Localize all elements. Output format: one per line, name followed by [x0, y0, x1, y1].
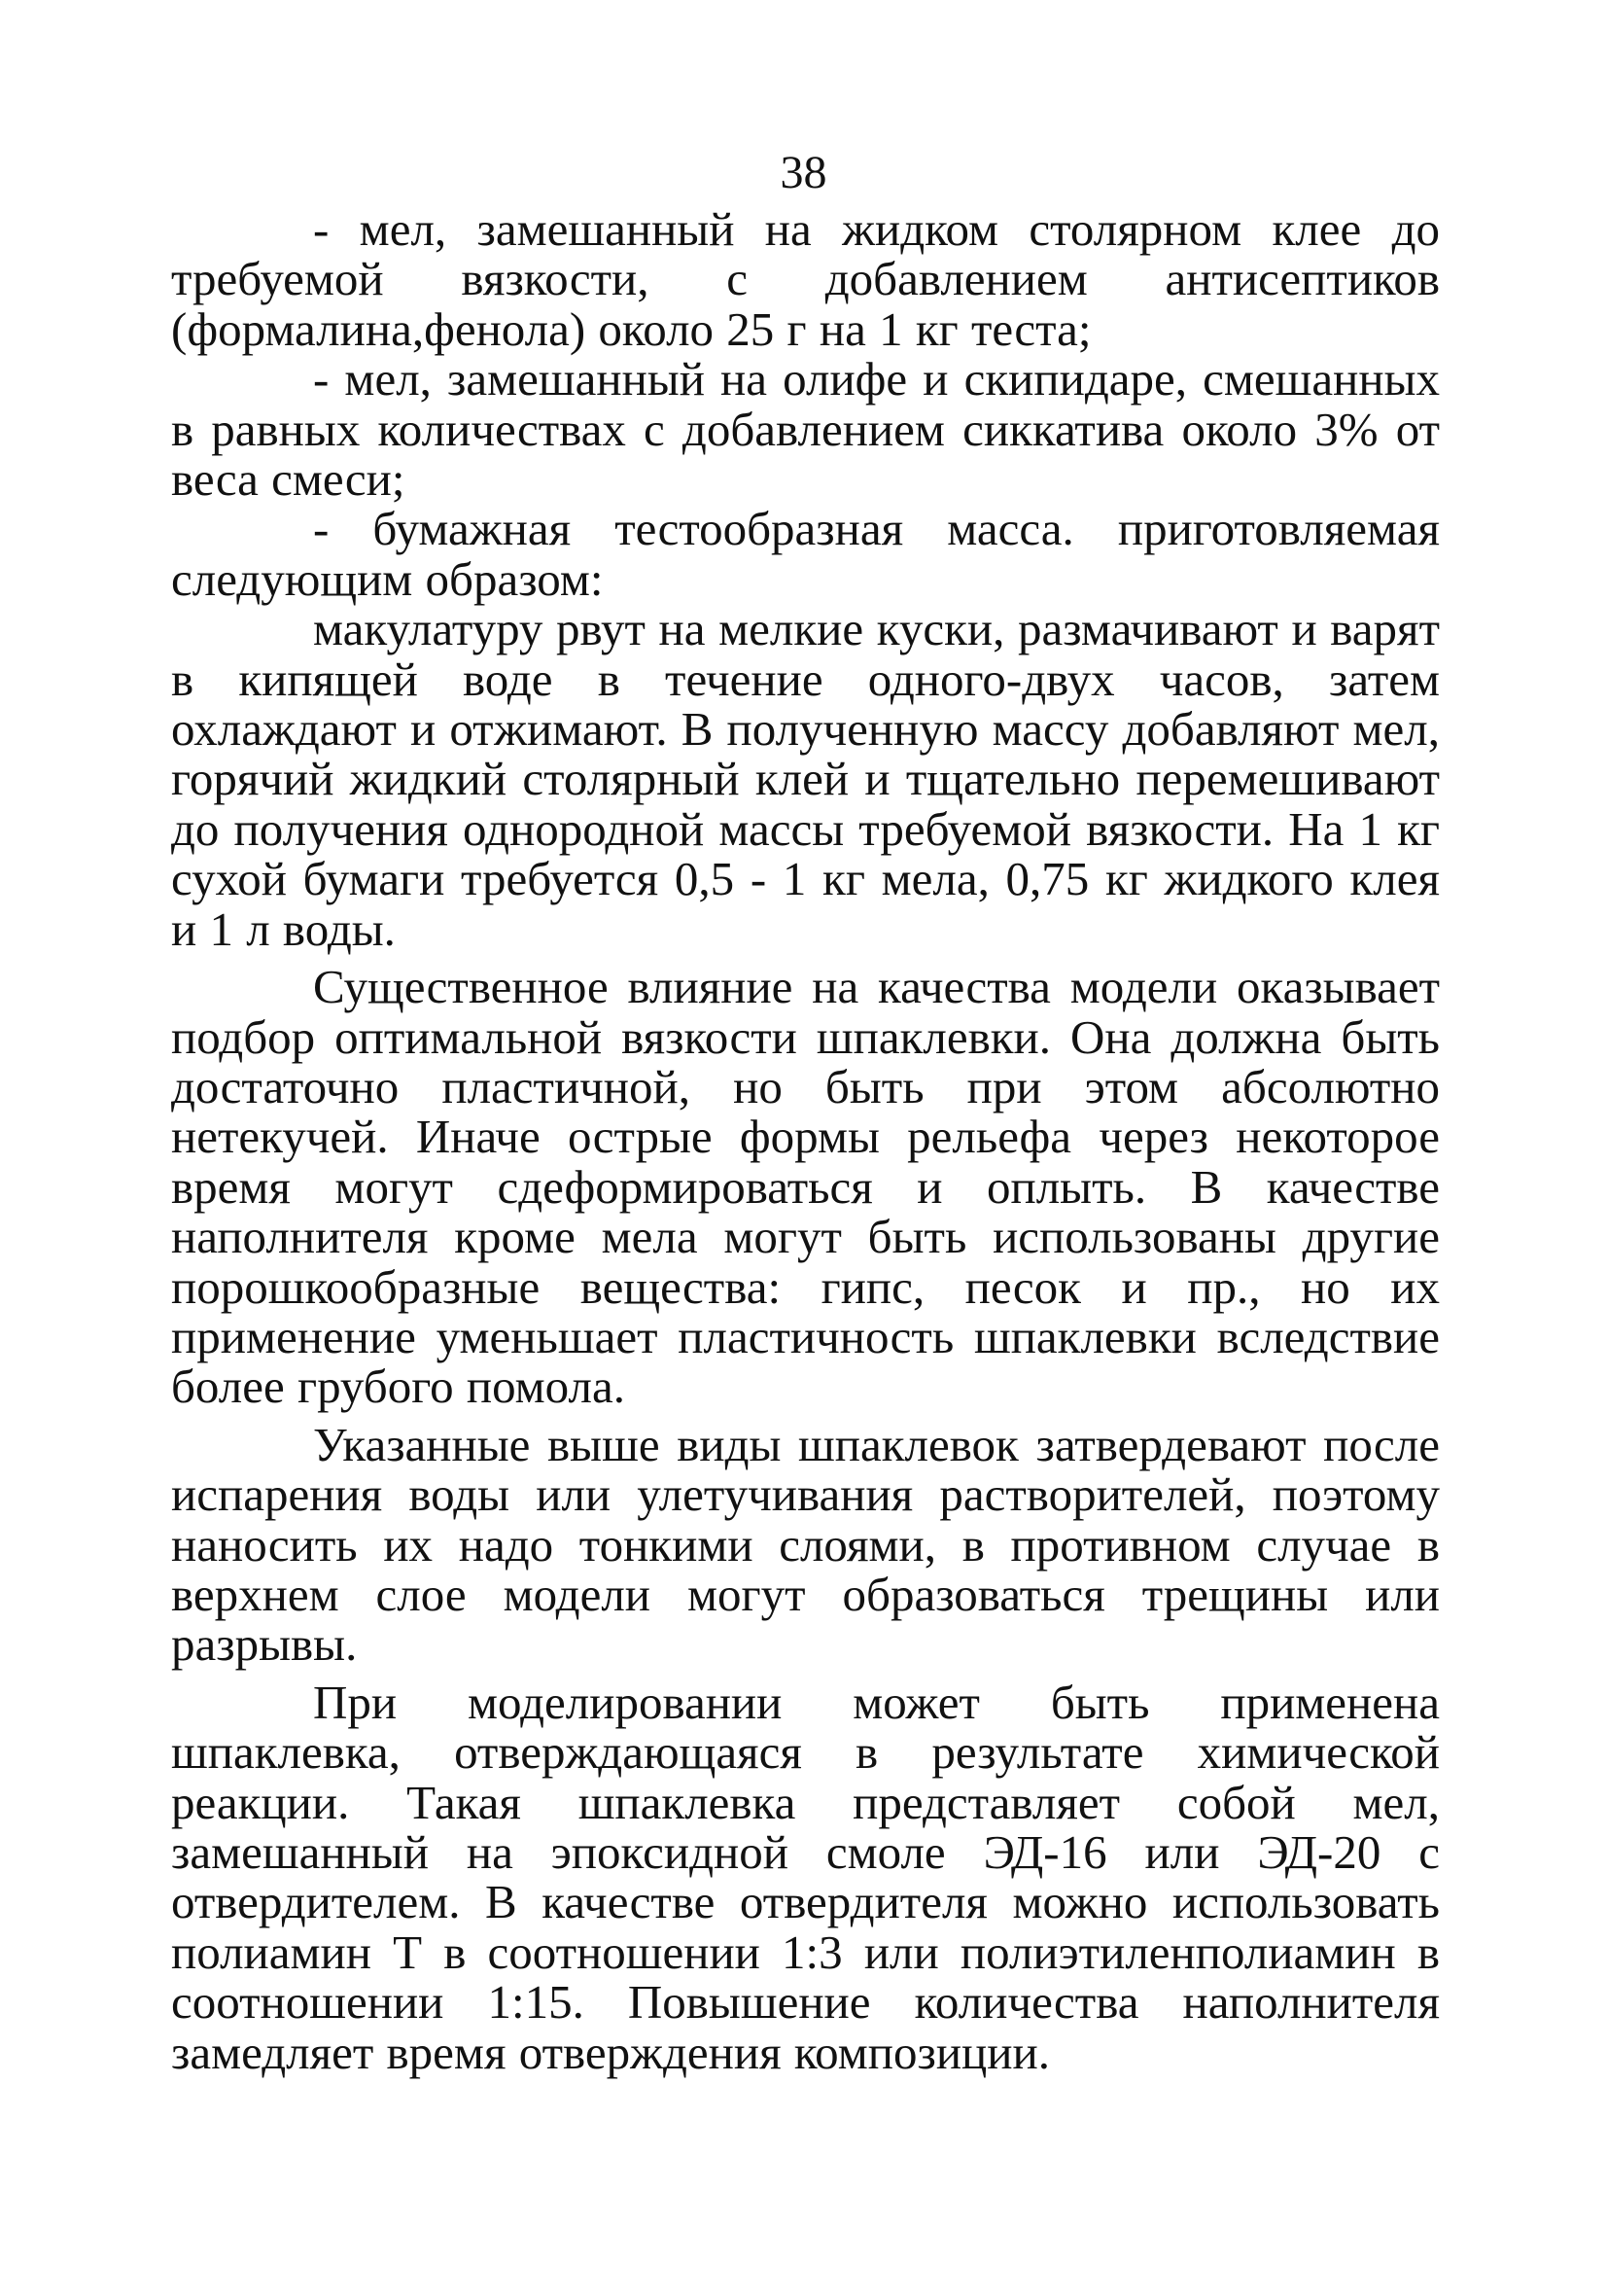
paragraph-hardening: Указанные выше виды шпаклевок затвердевают после испарения воды или улетучивания растворителей, поэтому наносить их надо тонкими слоями, в противном случае в верхнем слое модели могут образоваться трещины или разрывы.	[171, 1417, 1440, 1672]
page-number: 38	[780, 147, 827, 198]
paragraph-epoxy: При моделировании может быть применена шпаклевка, отверждающаяся в результате химической реакции. Такая шпаклевка представляет собой мел, замешанный на эпоксидной смоле ЭД-16 или ЭД-20 с отвердителем. В качестве отвердителя можно использовать полиамин Т в соотношении 1:3 или полиэтиленполиамин в соотношении 1:15. Повышение количества наполнителя замедляет время отверждения композиции.	[171, 1675, 1440, 2079]
list-item-paper-mass: - бумажная тестообразная масса. приготовляемая следующим образом:	[171, 502, 1440, 606]
paper-mass-recipe: макулатуру рвут на мелкие куски, размачивают и варят в кипящей воде в течение одного-двух часов, затем охлаждают и отжимают. В полученную массу добавляют мел, горячий жидкий столярный клей и тщательно перемешивают до получения однородной массы требуемой вязкости. На 1 кг сухой бумаги требуется 0,5 - 1 кг мела, 0,75 кг жидкого клея и 1 л воды.	[171, 602, 1440, 956]
list-item-chalk-glue: - мел, замешанный на жидком столярном клее до требуемой вязкости, с добавлением антисептиков (формалина,фенола) около 25 г на 1 кг теста;	[171, 202, 1440, 356]
list-item-chalk-oil: - мел, замешанный на олифе и скипидаре, смешанных в равных количествах с добавлением сиккатива около 3% от веса смеси;	[171, 352, 1440, 507]
body-text	[171, 204, 1440, 2077]
paragraph-viscosity: Существенное влияние на качества модели оказывает подбор оптимальной вязкости шпаклевки. Она должна быть достаточно пластичной, но быть при этом абсолютно нетекучей. Иначе острые формы рельефа через некоторое время могут сдеформироваться и оплыть. В качестве наполнителя кроме мела могут быть использованы другие порошкообразные вещества: гипс, песок и пр., но их применение уменьшает пластичность шпаклевки вследствие более грубого помола.	[171, 960, 1440, 1414]
